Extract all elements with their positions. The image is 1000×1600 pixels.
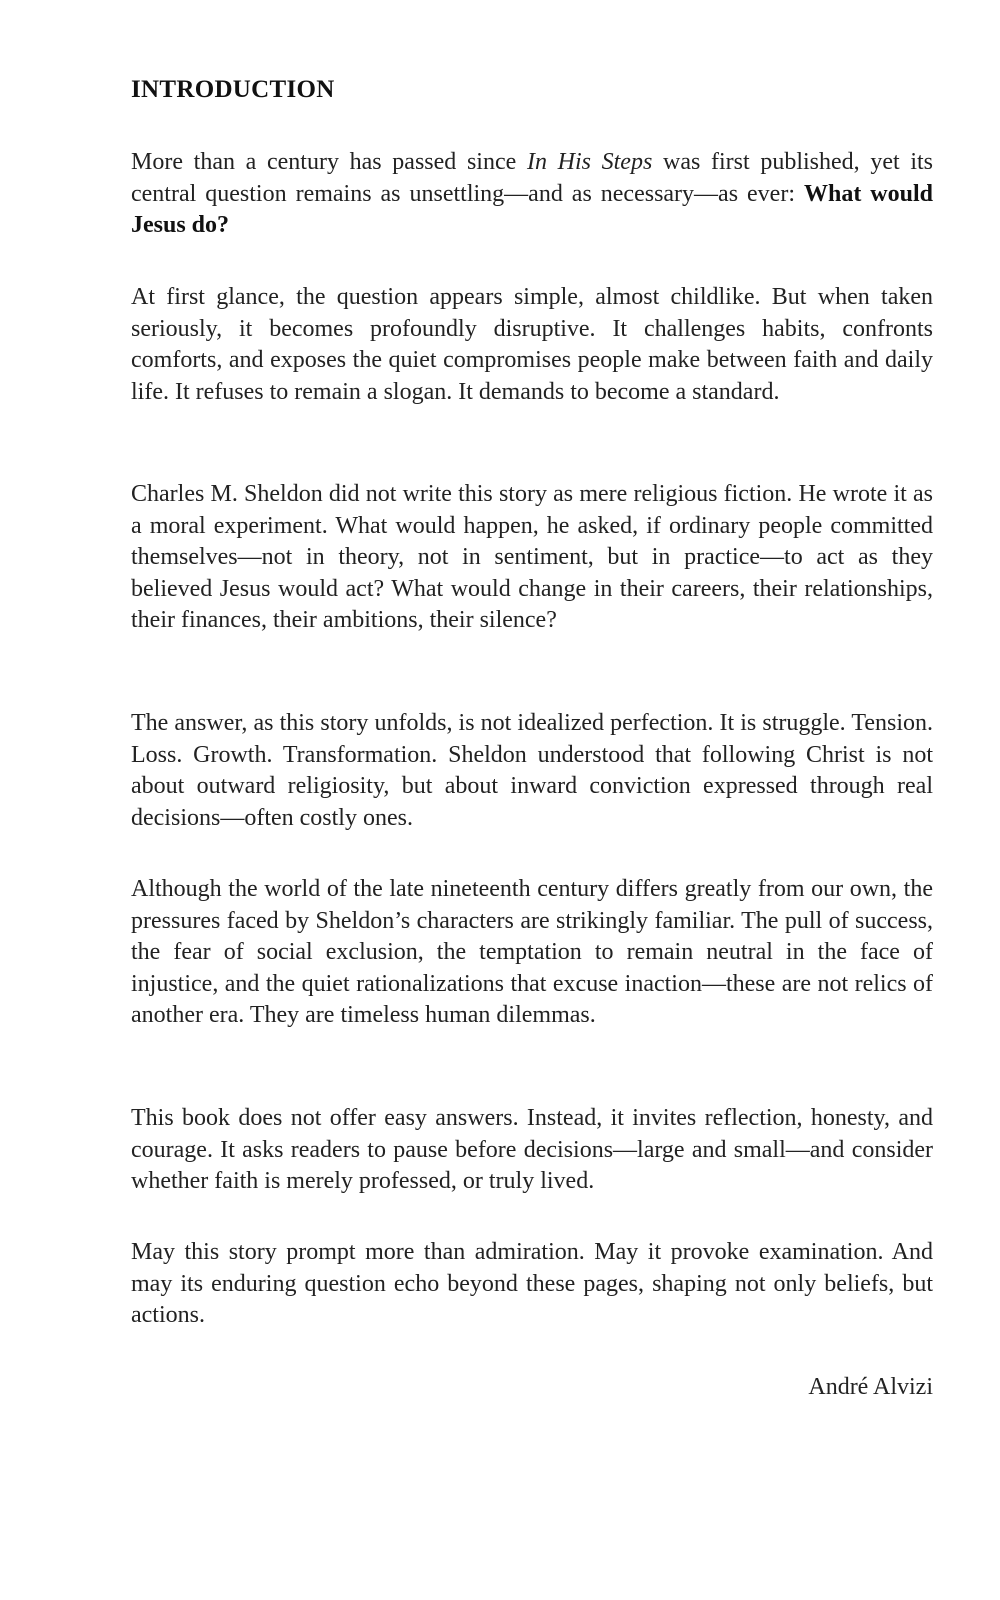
paragraph-7: May this story prompt more than admiration. May it provoke examination. And may its enduring question echo beyond these pages, shaping not only beliefs, but actions. xyxy=(131,1239,933,1328)
author-signature: André Alvizi xyxy=(808,1374,933,1400)
paragraph-2: At first glance, the question appears simple, almost childlike. But when taken seriously, it becomes profoundly disruptive. It challenges habits, confronts comforts, and exposes the quiet compromises people make between faith and daily life. It refuses to remain a slogan. It demands to become a standard. xyxy=(131,284,933,405)
page-heading: INTRODUCTION xyxy=(131,76,335,103)
paragraph-4: The answer, as this story unfolds, is not idealized perfection. It is struggle. Tension. Loss. Growth. Transformation. Sheldon understood that following Christ is not about outward religiosity, but about inward conviction expressed through real decisions—often costly ones. xyxy=(131,710,933,831)
paragraph-1-text-start: More than a century has passed since xyxy=(131,149,527,175)
paragraph-3: Charles M. Sheldon did not write this story as mere religious fiction. He wrote it as a moral experiment. What would happen, he asked, if ordinary people committed themselves—not in theory, not in sentiment, but in practice—to act as they believed Jesus would act? What would change in their careers, their relationships, their finances, their ambitions, their silence? xyxy=(131,481,933,633)
paragraph-5: Although the world of the late nineteenth century differs greatly from our own, the pressures faced by Sheldon’s characters are strikingly familiar. The pull of success, the fear of social exclusion, the temptation to remain neutral in the face of injustice, and the quiet rationalizations that excuse inaction—these are not relics of another era. They are timeless human dilemmas. xyxy=(131,876,933,1028)
paragraph-1-text-end: was first published, yet its central question remains as unsettling—and as necessary—as ever: xyxy=(131,149,934,207)
book-title: In His Steps xyxy=(526,149,653,175)
central-question: What would Jesus do? xyxy=(131,180,934,238)
paragraph-6: This book does not offer easy answers. Instead, it invites reflection, honesty, and courage. It asks readers to pause before decisions—large and small—and consider whether faith is merely professed, or truly lived. xyxy=(131,1105,933,1194)
paragraph-1 xyxy=(131,147,933,242)
